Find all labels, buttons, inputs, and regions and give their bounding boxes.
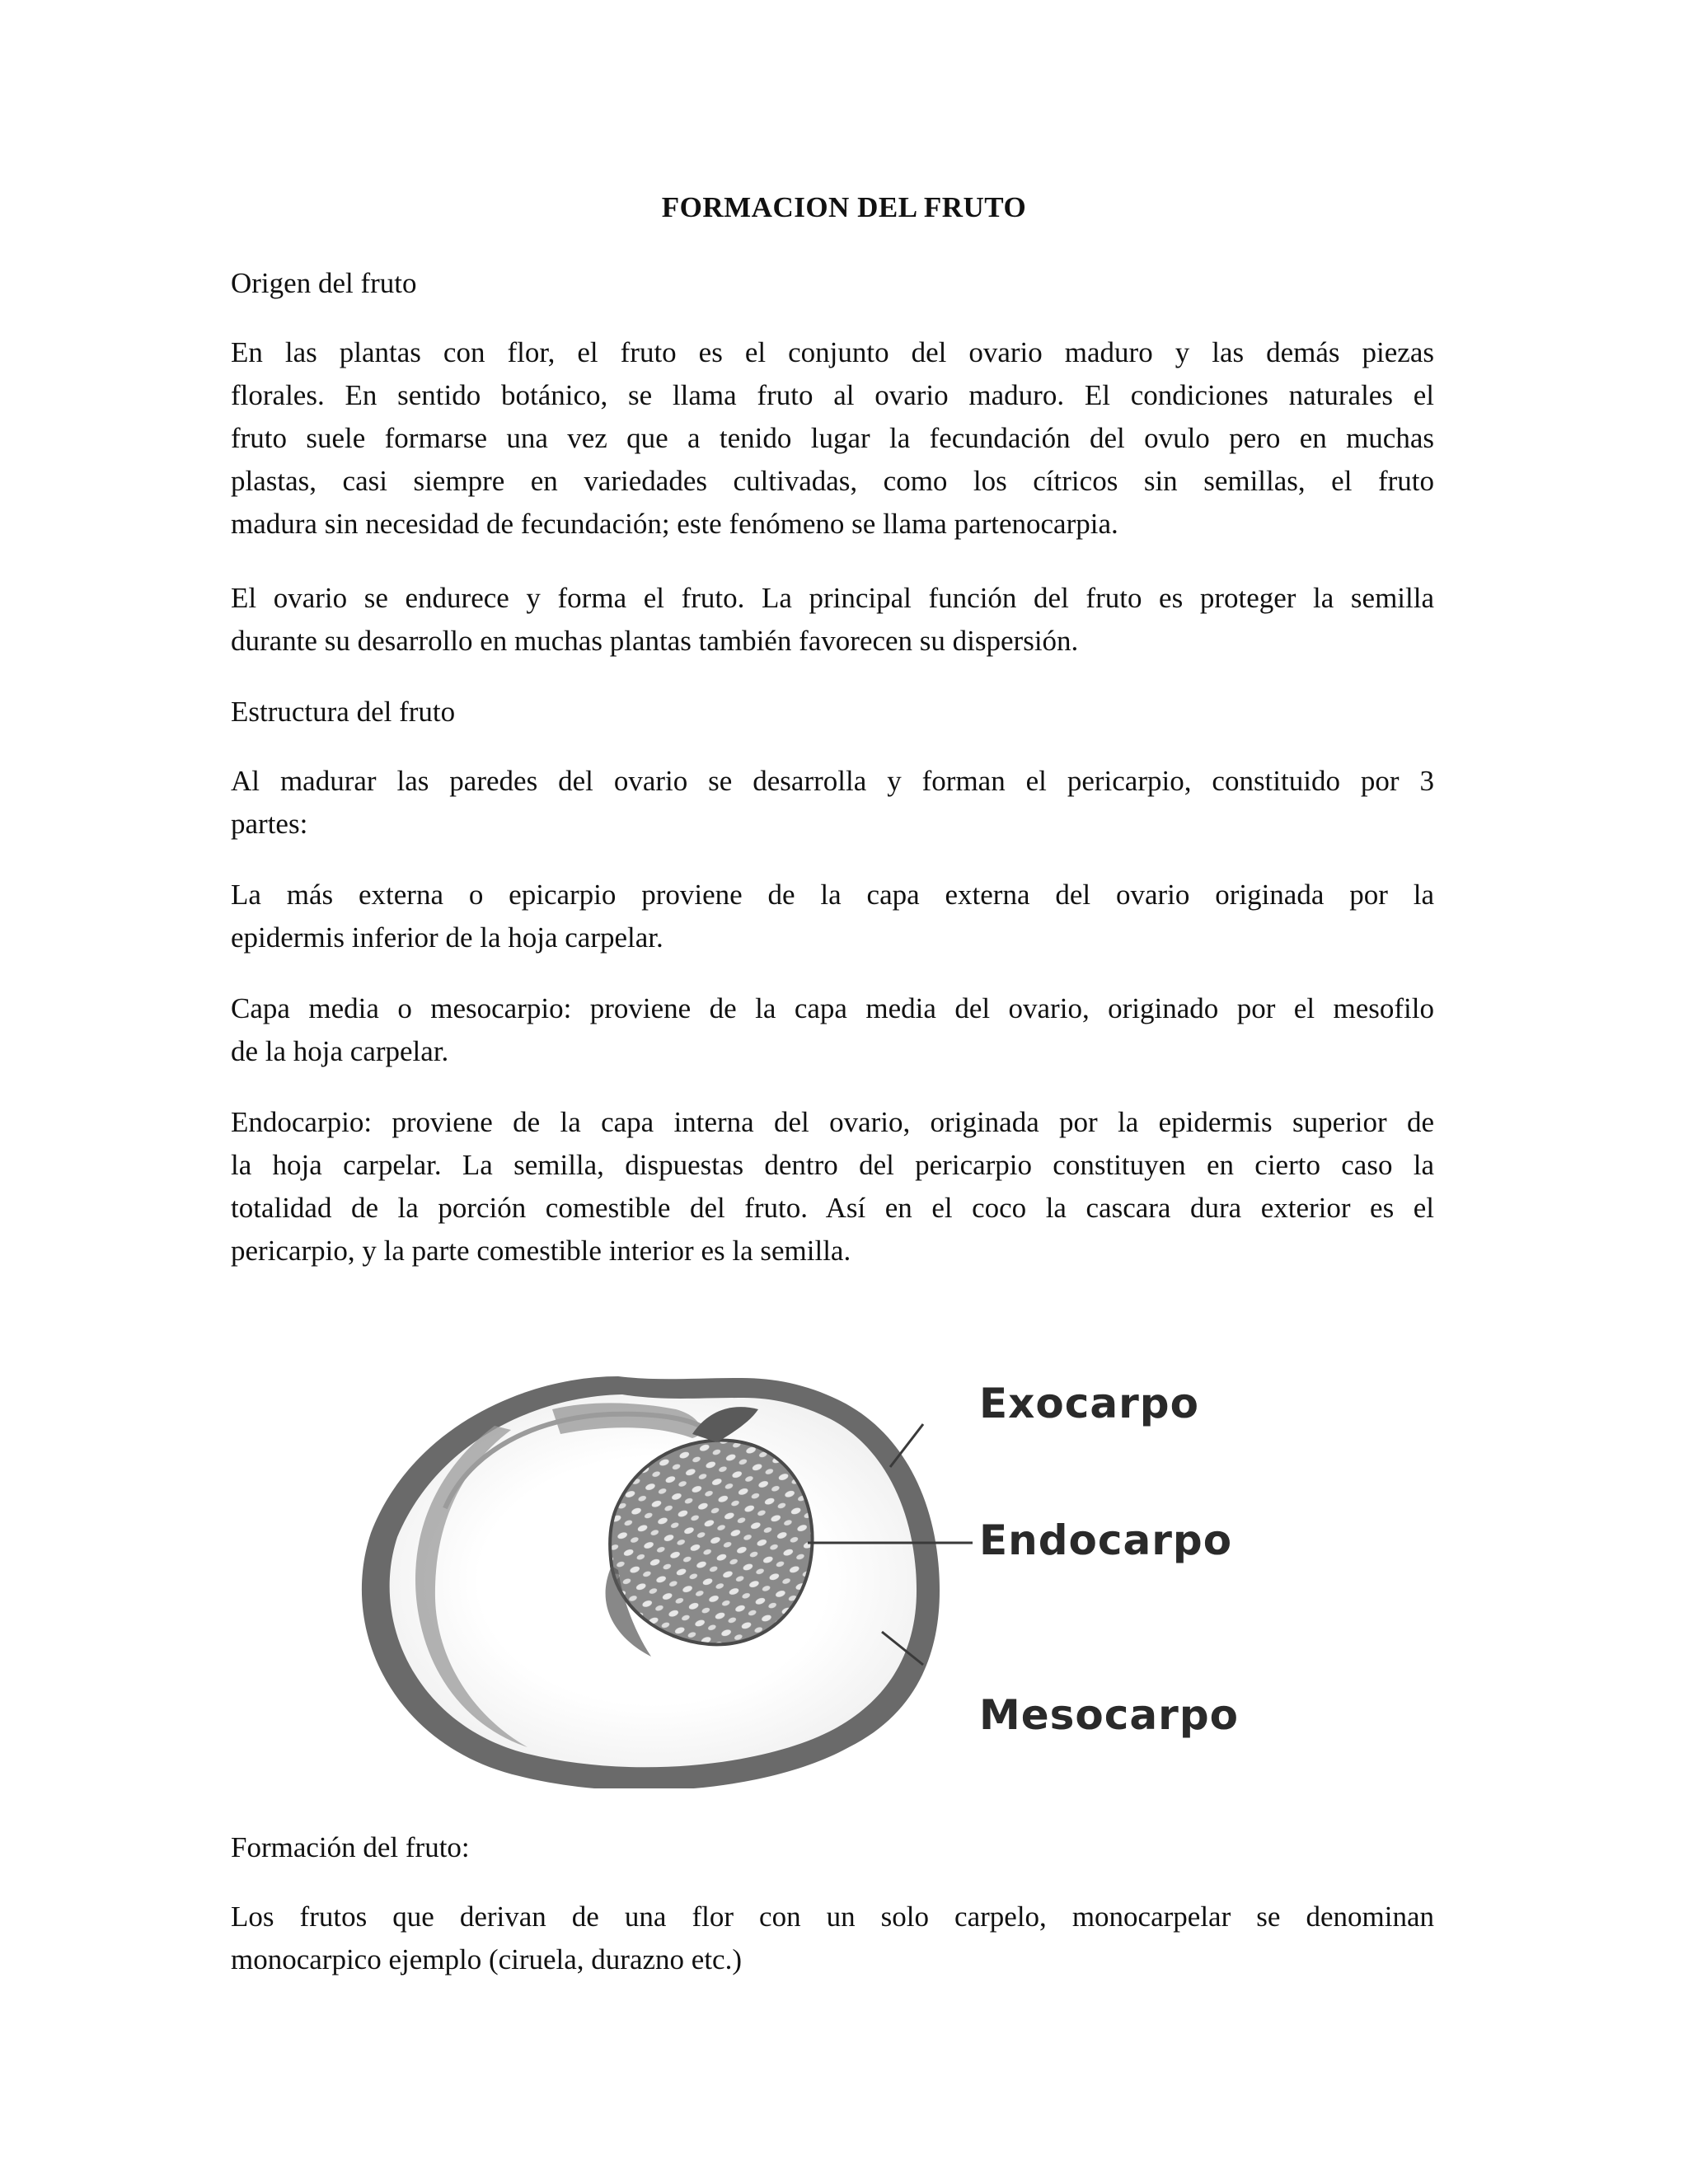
paragraph-endocarpio — [231, 1101, 1434, 1272]
paragraph-monocarpico — [231, 1896, 1434, 1981]
paragraph-line: Al madurar las paredes del ovario se desarrolla y forman el pericarpio, constituido por 3 — [231, 765, 1434, 797]
paragraph-line: monocarpico ejemplo (ciruela, durazno etc.) — [231, 1943, 742, 1975]
paragraph-line: epidermis inferior de la hoja carpelar. — [231, 921, 663, 954]
paragraph-line: En las plantas con flor, el fruto es el conjunto del ovario maduro y las demás piezas — [231, 336, 1434, 368]
section-heading-estructura: Estructura del fruto — [231, 696, 456, 728]
paragraph-line: totalidad de la porción comestible del fruto. Así en el coco la cascara dura exterior es el — [231, 1192, 1434, 1224]
paragraph-line: florales. En sentido botánico, se llama fruto al ovario maduro. El condiciones naturales el — [231, 379, 1434, 411]
paragraph-line: la hoja carpelar. La semilla, dispuestas dentro del pericarpio constituyen en cierto caso la — [231, 1149, 1434, 1181]
paragraph-line: Los frutos que derivan de una flor con un solo carpelo, monocarpelar se denominan — [231, 1900, 1434, 1933]
exocarp-leader-line — [890, 1424, 923, 1467]
paragraph-line: partes: — [231, 808, 308, 840]
paragraph-epicarpio — [231, 874, 1434, 959]
paragraph-line: madura sin necesidad de fecundación; este fenómeno se llama partenocarpia. — [231, 508, 1118, 540]
paragraph-line: El ovario se endurece y forma el fruto. La principal función del fruto es proteger la semilla — [231, 582, 1434, 614]
paragraph-line: fruto suele formarse una vez que a tenido lugar la fecundación del ovulo pero en muchas — [231, 422, 1434, 454]
paragraph-line: La más externa o epicarpio proviene de la capa externa del ovario originada por la — [231, 879, 1434, 911]
paragraph-mesocarpio — [231, 987, 1434, 1073]
label-exocarpo: Exocarpo — [979, 1380, 1199, 1427]
paragraph-ovario — [231, 577, 1434, 663]
paragraph-origen — [231, 331, 1434, 546]
paragraph-line: Capa media o mesocarpio: proviene de la capa media del ovario, originado por el mesofilo — [231, 992, 1434, 1024]
paragraph-pericarpio — [231, 760, 1434, 846]
label-endocarpo: Endocarpo — [979, 1516, 1233, 1564]
fruit-cross-section-figure — [346, 1360, 1385, 1788]
paragraph-line: de la hoja carpelar. — [231, 1035, 449, 1067]
paragraph-line: plastas, casi siempre en variedades cultivadas, como los cítricos sin semillas, el fruto — [231, 465, 1434, 497]
document-title: FORMACION DEL FRUTO — [661, 191, 1027, 223]
paragraph-line: Endocarpio: proviene de la capa interna del ovario, originada por la epidermis superior de — [231, 1106, 1434, 1138]
section-heading-formacion: Formación del fruto: — [231, 1831, 470, 1863]
paragraph-line: pericarpio, y la parte comestible interior es la semilla. — [231, 1235, 851, 1267]
section-heading-origen: Origen del fruto — [231, 267, 417, 299]
paragraph-line: durante su desarrollo en muchas plantas también favorecen su dispersión. — [231, 625, 1079, 657]
label-mesocarpo: Mesocarpo — [979, 1691, 1239, 1739]
